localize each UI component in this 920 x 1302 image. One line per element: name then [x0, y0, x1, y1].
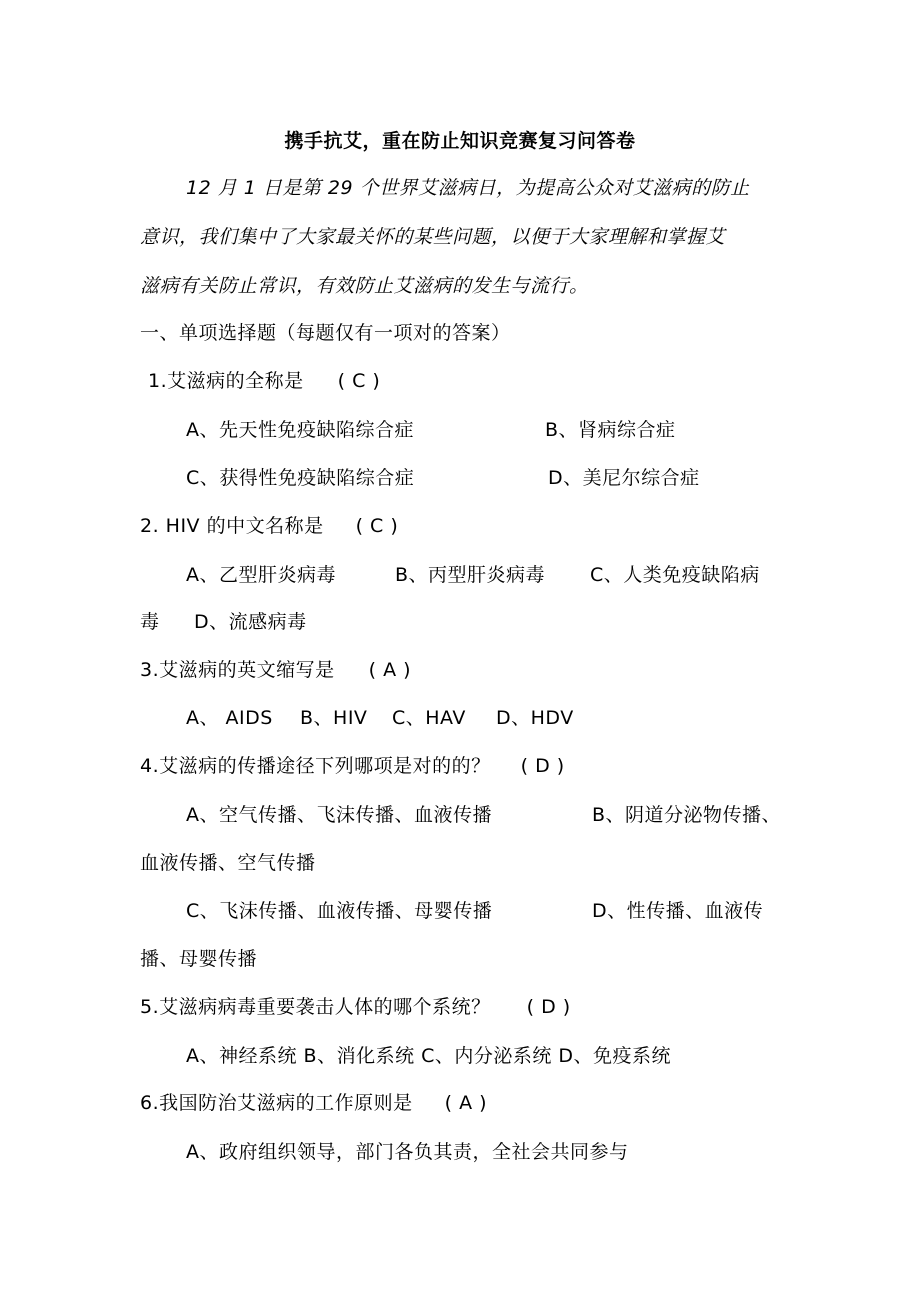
q2-option-d: D、流感病毒 — [194, 611, 307, 633]
q4-option-d-continued: 播、母婴传播 — [140, 948, 258, 970]
q2-option-a: A、乙型肝炎病毒 — [186, 564, 336, 586]
question-3-answer: ( A ) — [368, 659, 412, 681]
q4-option-b-continued: 血液传播、空气传播 — [140, 852, 316, 874]
question-6-answer: ( A ) — [444, 1092, 488, 1114]
q3-option-a: A、 AIDS — [186, 707, 273, 729]
q4-option-b: B、阴道分泌物传播、 — [592, 804, 782, 826]
q1-option-b: B、肾病综合症 — [545, 419, 676, 441]
question-1-answer: ( C ) — [337, 370, 381, 392]
question-5-answer: ( D ) — [526, 996, 571, 1018]
q2-option-c: C、人类免疫缺陷病 — [590, 564, 760, 586]
intro-line-1: 12 月 1 日是第 29 个世界艾滋病日，为提高公众对艾滋病的防止 — [186, 177, 750, 199]
question-2-text: 2. HIV 的中文名称是 — [140, 515, 324, 537]
q5-options: A、神经系统 B、消化系统 C、内分泌系统 D、免疫系统 — [186, 1045, 672, 1067]
question-6-text: 6.我国防治艾滋病的工作原则是 — [140, 1092, 413, 1114]
question-4 — [140, 753, 565, 779]
document-title: 携手抗艾，重在防止知识竞赛复习问答卷 — [284, 130, 636, 152]
intro-line-3: 滋病有关防止常识，有效防止艾滋病的发生与流行。 — [140, 275, 589, 297]
q4-option-a: A、空气传播、飞沫传播、血液传播 — [186, 804, 492, 826]
question-5 — [140, 994, 571, 1020]
q2-option-b: B、丙型肝炎病毒 — [395, 564, 546, 586]
question-4-answer: ( D ) — [520, 755, 565, 777]
question-4-text: 4.艾滋病的传播途径下列哪项是对的的？ — [140, 755, 491, 777]
question-3 — [140, 657, 411, 683]
q1-option-c: C、获得性免疫缺陷综合症 — [186, 467, 415, 489]
question-3-text: 3.艾滋病的英文缩写是 — [140, 659, 335, 681]
q3-option-b: B、HIV — [300, 707, 368, 729]
q6-option-a: A、政府组织领导，部门各负其责，全社会共同参与 — [186, 1141, 629, 1163]
question-1 — [148, 368, 380, 394]
q4-option-c: C、飞沫传播、血液传播、母婴传播 — [186, 900, 493, 922]
question-2-answer: ( C ) — [355, 515, 399, 537]
q1-option-a: A、先天性免疫缺陷综合症 — [186, 419, 414, 441]
q2-option-c-continued: 毒 — [140, 611, 160, 633]
question-1-text: 1.艾滋病的全称是 — [148, 370, 304, 392]
q3-option-c: C、HAV — [392, 707, 466, 729]
q1-option-d: D、美尼尔综合症 — [548, 467, 700, 489]
question-5-text: 5.艾滋病病毒重要袭击人体的哪个系统？ — [140, 996, 491, 1018]
q3-option-d: D、HDV — [496, 707, 574, 729]
q4-option-d: D、性传播、血液传 — [592, 900, 764, 922]
question-6 — [140, 1090, 487, 1116]
section-heading: 一、单项选择题（每题仅有一项对的答案） — [140, 322, 511, 344]
question-2 — [140, 513, 398, 539]
intro-line-2: 意识，我们集中了大家最关怀的某些问题，以便于大家理解和掌握艾 — [140, 226, 726, 248]
